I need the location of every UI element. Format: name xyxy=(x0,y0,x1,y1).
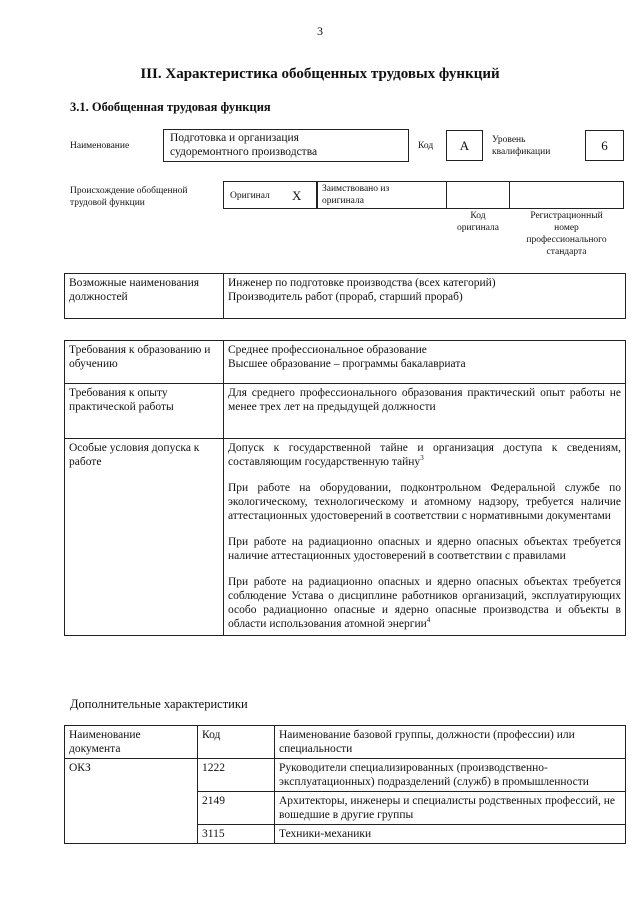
positions-row xyxy=(65,274,626,319)
experience-row xyxy=(65,384,626,439)
level-value-box: 6 xyxy=(585,130,624,161)
special-paragraph-2: При работе на оборудовании, подконтрольном Федеральной службе по экологическому, технологическому и атомному надзору, требуется наличие аттестационных удостоверений в соответствии с нормативными документами xyxy=(228,482,621,522)
special-paragraph-4-text: При работе на радиационно опасных и ядерно опасных объектах требуется соблюдение Устава о дисциплине работников организаций, эксплуатирующих особо радиационно опасные и ядерно опасные производства и объекты в области использования атомной энергии xyxy=(228,576,621,630)
reg-number-cell xyxy=(509,181,624,209)
special-paragraph-1 xyxy=(228,441,621,469)
original-cell xyxy=(223,181,317,209)
doc-name-cell: ОКЗ xyxy=(65,759,198,844)
col-header-name: Наименование базовой группы, должности (профессии) или специальности xyxy=(275,726,626,759)
code-original-line1: Код xyxy=(470,211,486,221)
borrowed-line2: оригинала xyxy=(322,196,364,206)
page-number: 3 xyxy=(317,24,323,38)
origin-label-line1: Происхождение обобщенной xyxy=(70,186,188,196)
experience-value: Для среднего профессионального образования практический опыт работы не менее трех лет на предыдущей должности xyxy=(224,384,626,439)
special-paragraph-1-text: Допуск к государственной тайне и организация доступа к сведениям, составляющим государственную тайну xyxy=(228,442,621,468)
borrowed-cell xyxy=(317,181,447,209)
special-paragraph-4 xyxy=(228,575,621,631)
level-label xyxy=(492,134,550,158)
level-label-line2: квалификации xyxy=(492,147,551,157)
function-name-line2: судоремонтного производства xyxy=(170,146,318,158)
reg-number-line2: номер xyxy=(554,223,579,233)
positions-values xyxy=(224,274,626,319)
table-row xyxy=(65,759,626,792)
code-original-line2: оригинала xyxy=(457,223,499,233)
level-label-line1: Уровень xyxy=(492,135,526,145)
additional-table xyxy=(64,725,626,844)
education-item-2: Высшее образование – программы бакалавриата xyxy=(228,358,466,370)
footnote-marker-4: 4 xyxy=(426,616,431,625)
original-mark: X xyxy=(292,188,302,203)
additional-header-row xyxy=(65,726,626,759)
origin-label xyxy=(70,185,188,209)
education-label: Требования к образованию и обучению xyxy=(65,341,224,384)
code-original-cell xyxy=(446,181,510,209)
positions-table xyxy=(64,273,626,319)
col-header-document: Наименование документа xyxy=(65,726,198,759)
function-name-box xyxy=(163,129,409,162)
col-header-code: Код xyxy=(198,726,275,759)
name-label: Наименование xyxy=(70,141,130,151)
origin-label-line2: трудовой функции xyxy=(70,198,145,208)
original-label: Оригинал xyxy=(230,191,270,201)
position-item-2: Производитель работ (прораб, старший прораб) xyxy=(228,291,463,303)
education-item-1: Среднее профессиональное образование xyxy=(228,344,427,356)
education-row xyxy=(65,341,626,384)
special-values xyxy=(224,439,626,636)
reg-number-caption xyxy=(509,210,624,258)
special-paragraph-3: При работе на радиационно опасных и ядерно опасных объектах требуется наличие аттестационных удостоверений в соответствии с правилами xyxy=(228,536,621,562)
education-values xyxy=(224,341,626,384)
additional-title: Дополнительные характеристики xyxy=(70,697,248,711)
row-name: Архитекторы, инженеры и специалисты родственных профессий, не вошедшие в другие группы xyxy=(275,792,626,825)
row-code: 3115 xyxy=(198,825,275,844)
reg-number-line1: Регистрационный xyxy=(530,211,603,221)
reg-number-line4: стандарта xyxy=(546,247,587,257)
function-name-line1: Подготовка и организация xyxy=(170,132,299,144)
position-item-1: Инженер по подготовке производства (всех категорий) xyxy=(228,277,496,289)
reg-number-line3: профессионального xyxy=(526,235,607,245)
row-code: 2149 xyxy=(198,792,275,825)
special-label: Особые условия допуска к работе xyxy=(65,439,224,636)
subsection-title: 3.1. Обобщенная трудовая функция xyxy=(70,100,271,114)
row-name: Техники-механики xyxy=(275,825,626,844)
positions-label: Возможные наименования должностей xyxy=(65,274,224,319)
borrowed-line1: Заимствовано из xyxy=(322,184,390,194)
footnote-marker-3: 3 xyxy=(420,454,424,463)
row-code: 1222 xyxy=(198,759,275,792)
experience-label: Требования к опыту практической работы xyxy=(65,384,224,439)
row-name: Руководители специализированных (производственно-эксплуатационных) подразделений (служб) в промышленности xyxy=(275,759,626,792)
code-label: Код xyxy=(418,141,434,151)
code-original-caption xyxy=(446,210,510,234)
code-value-box: А xyxy=(446,130,483,161)
requirements-table xyxy=(64,340,626,636)
section-title: III. Характеристика обобщенных трудовых функций xyxy=(140,66,500,82)
special-row xyxy=(65,439,626,636)
